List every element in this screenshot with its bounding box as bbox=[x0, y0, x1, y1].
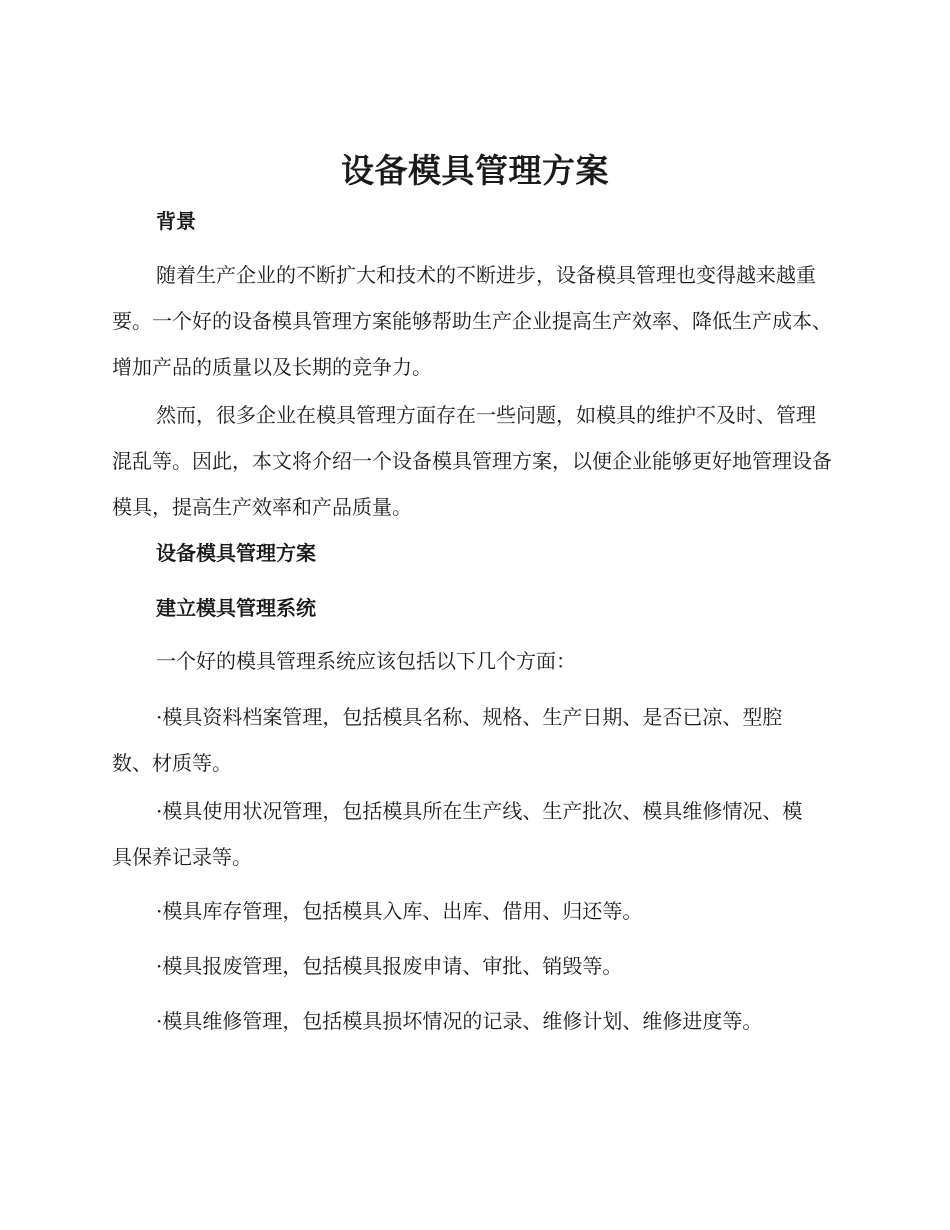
system-heading: 建立模具管理系统 bbox=[156, 596, 316, 620]
bullet-item-repair: ·模具维修管理，包括模具损坏情况的记录、维修计划、维修进度等。 bbox=[156, 1009, 763, 1033]
document-title: 设备模具管理方案 bbox=[341, 151, 609, 190]
system-intro-paragraph: 一个好的模具管理系统应该包括以下几个方面： bbox=[156, 649, 576, 673]
background-paragraph-2: 然而，很多企业在模具管理方面存在一些问题，如模具的维护不及时、管理混乱等。因此，本文将介绍一个设备模具管理方案，以便企业能够更好地管理设备模具，提高生产效率和产品质量。 bbox=[112, 403, 832, 519]
bullet-item-archive: ·模具资料档案管理，包括模具名称、规格、生产日期、是否已凉、型腔数、材质等。 bbox=[112, 705, 783, 775]
bullet-item-scrap: ·模具报废管理，包括模具报废申请、审批、销毁等。 bbox=[156, 954, 623, 978]
plan-heading: 设备模具管理方案 bbox=[156, 541, 316, 565]
background-heading: 背景 bbox=[156, 209, 196, 233]
bullet-item-usage: ·模具使用状况管理，包括模具所在生产线、生产批次、模具维修情况、模具保养记录等。 bbox=[112, 799, 803, 869]
bullet-item-inventory: ·模具库存管理，包括模具入库、出库、借用、归还等。 bbox=[156, 899, 643, 923]
background-paragraph-1: 随着生产企业的不断扩大和技术的不断进步，设备模具管理也变得越来越重要。一个好的设备模具管理方案能够帮助生产企业提高生产效率、降低生产成本、增加产品的质量以及长期的竞争力。 bbox=[112, 263, 832, 379]
